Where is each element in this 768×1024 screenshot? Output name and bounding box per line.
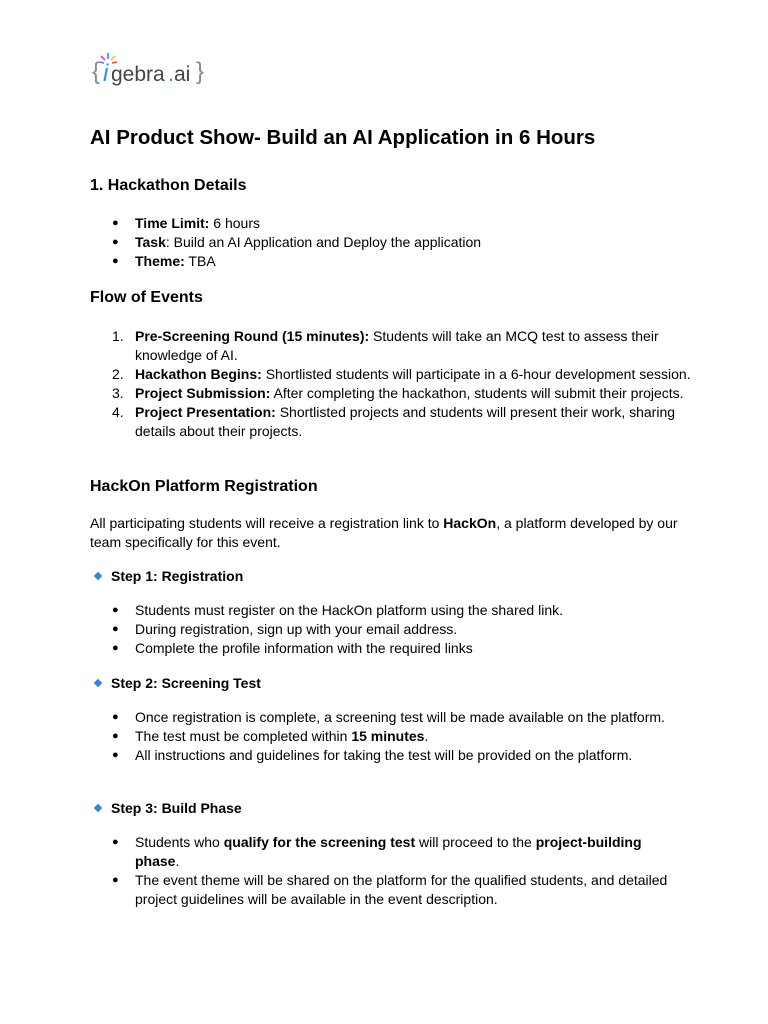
item-text: : Build an AI Application and Deploy the application bbox=[165, 233, 482, 250]
step3-list bbox=[0, 833, 680, 909]
list-item bbox=[0, 833, 680, 871]
flow-of-events-heading: Flow of Events bbox=[90, 289, 203, 306]
item-number: 2. bbox=[112, 365, 124, 382]
item-label: Hackathon Begins: bbox=[135, 365, 262, 382]
step-label: Step 1: Registration bbox=[111, 568, 244, 584]
item-text: 6 hours bbox=[209, 215, 261, 231]
item-label: Project Presentation: bbox=[135, 403, 276, 420]
document-title: AI Product Show- Build an AI Application in 6 Hours bbox=[90, 126, 596, 149]
item-text: Shortlisted projects and students will present their work, sharing details about their projects. bbox=[135, 403, 676, 439]
igebra-logo bbox=[92, 50, 210, 90]
item-bold: project-building phase bbox=[135, 834, 642, 869]
list-item: ● Once registration is complete, a screening test will be made available on the platform. bbox=[0, 708, 665, 727]
list-item: ● Students must register on the HackOn platform using the shared link. bbox=[0, 601, 563, 620]
list-item: ● All instructions and guidelines for taking the test will be provided on the platform. bbox=[0, 746, 665, 765]
item-text: Shortlisted students will participate in a 6-hour development session. bbox=[261, 365, 691, 382]
list-item: ● During registration, sign up with your email address. bbox=[0, 620, 563, 639]
item-label: Project Submission: bbox=[135, 384, 271, 401]
step1-list bbox=[0, 601, 563, 658]
list-item bbox=[0, 233, 481, 252]
list-item: ● The event theme will be shared on the platform for the qualified students, and detailed project guidelines will be available in the event description. bbox=[0, 871, 680, 909]
flow-of-events-list bbox=[0, 327, 695, 440]
list-item bbox=[0, 327, 695, 365]
item-text: . bbox=[424, 727, 429, 744]
list-item bbox=[0, 384, 695, 403]
diamond-bullet-icon bbox=[94, 804, 102, 812]
item-text: The test must be completed within bbox=[135, 727, 352, 744]
diamond-bullet-icon bbox=[94, 572, 102, 580]
hackathon-details-list bbox=[0, 214, 481, 271]
intro-text: , a platform developed by our team specifically for this event. bbox=[90, 515, 678, 550]
step-label: Step 2: Screening Test bbox=[111, 675, 261, 691]
diamond-bullet-icon bbox=[94, 679, 102, 687]
list-item bbox=[0, 252, 481, 271]
item-text: . bbox=[175, 852, 180, 869]
item-text: TBA bbox=[184, 252, 216, 269]
list-item bbox=[0, 727, 665, 746]
item-text: Students who bbox=[135, 834, 224, 850]
logo-dot: . bbox=[168, 63, 174, 86]
logo-brace-open: { bbox=[92, 58, 101, 85]
item-bold: 15 minutes bbox=[351, 727, 425, 744]
item-label: Pre-Screening Round (15 minutes): bbox=[135, 328, 370, 344]
list-item bbox=[0, 365, 695, 384]
item-label: Theme: bbox=[135, 252, 185, 269]
logo-letter-i: i bbox=[103, 60, 109, 87]
list-item: ● Complete the profile information with the required links bbox=[0, 639, 563, 658]
step1-heading bbox=[95, 568, 243, 584]
logo-text-gebra: gebra bbox=[111, 63, 165, 86]
hackon-name: HackOn bbox=[443, 515, 497, 531]
logo-graphic bbox=[92, 50, 210, 90]
step-label: Step 3: Build Phase bbox=[111, 800, 242, 816]
step3-heading bbox=[95, 800, 242, 816]
item-label: Time Limit: bbox=[135, 215, 210, 231]
logo-brace-close: } bbox=[196, 58, 205, 85]
item-text: After completing the hackathon, students will submit their projects. bbox=[270, 384, 684, 401]
item-label: Task bbox=[135, 233, 166, 250]
step2-list bbox=[0, 708, 665, 765]
item-text: Students will take an MCQ test to assess their knowledge of AI. bbox=[135, 328, 659, 363]
platform-intro-paragraph bbox=[90, 514, 690, 552]
item-text: will proceed to the bbox=[415, 834, 536, 850]
step2-heading bbox=[95, 675, 261, 691]
intro-text: All participating students will receive a registration link to bbox=[90, 515, 444, 531]
item-number: 4. bbox=[112, 403, 124, 420]
list-item bbox=[0, 403, 695, 441]
hackathon-details-heading: 1. Hackathon Details bbox=[90, 177, 247, 194]
item-number: 3. bbox=[112, 384, 124, 401]
item-number: 1. bbox=[112, 328, 124, 344]
item-bold: qualify for the screening test bbox=[223, 834, 416, 850]
logo-text-ai: ai bbox=[174, 63, 191, 86]
list-item bbox=[0, 214, 481, 233]
platform-registration-heading: HackOn Platform Registration bbox=[90, 478, 318, 495]
